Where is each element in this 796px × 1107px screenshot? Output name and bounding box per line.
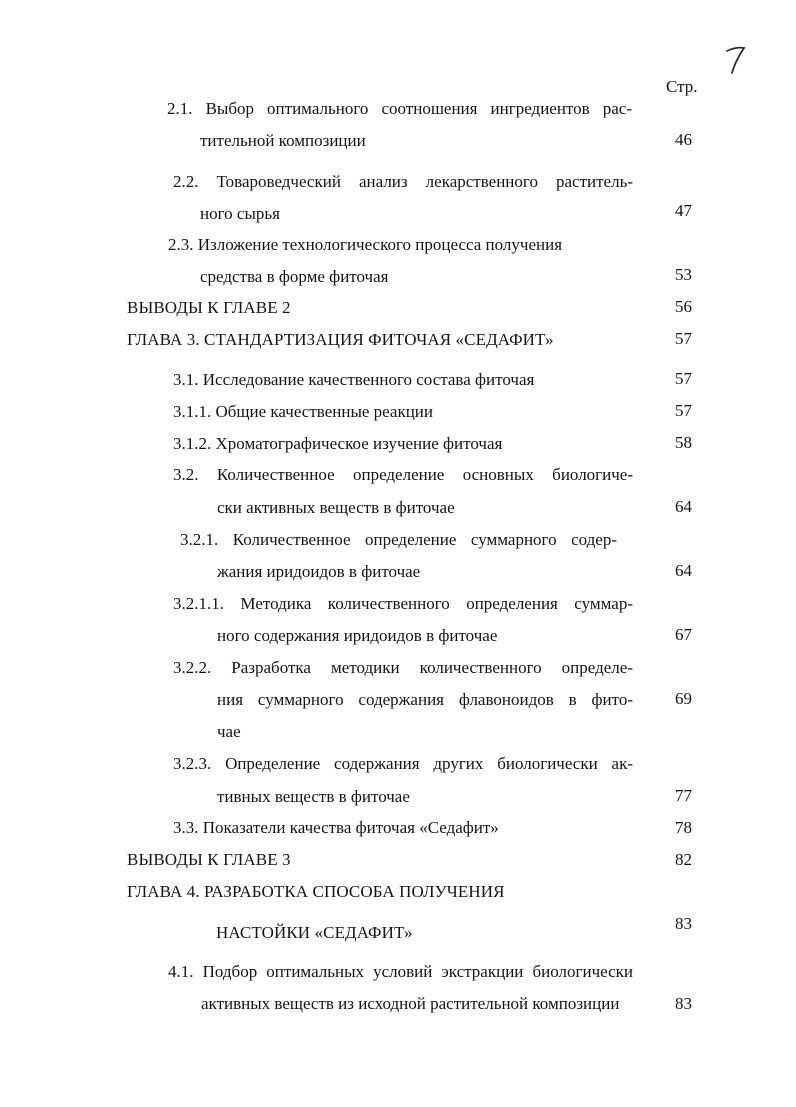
- toc-entry-line: 3.2.3. Определение содержания других биологически ак-: [173, 754, 633, 773]
- toc-entry-line: ГЛАВА 3. СТАНДАРТИЗАЦИЯ ФИТОЧАЯ «СЕДАФИТ»: [127, 330, 554, 349]
- toc-page-number: 57: [675, 369, 692, 388]
- toc-entry-line: 3.2.1.1. Методика количественного определения суммар-: [173, 594, 633, 613]
- toc-entry-line: 2.2. Товароведческий анализ лекарственного раститель-: [173, 172, 633, 191]
- page-column-header: Стр.: [666, 77, 698, 96]
- toc-entry-line: ВЫВОДЫ К ГЛАВЕ 2: [127, 298, 291, 317]
- handwritten-page-mark: [724, 45, 748, 80]
- toc-page-number: 69: [675, 689, 692, 708]
- toc-page-number: 53: [675, 265, 692, 284]
- toc-entry-line: жания иридоидов в фиточае: [217, 562, 421, 581]
- toc-page-number: 58: [675, 433, 692, 452]
- toc-page-number: 57: [675, 401, 692, 420]
- toc-entry-line: тительной композиции: [200, 131, 366, 150]
- toc-page-number: 64: [675, 497, 692, 516]
- handwritten-seven-glyph: [724, 45, 748, 75]
- toc-entry-line: ного содержания иридоидов в фиточае: [217, 626, 498, 645]
- toc-entry-line: 2.3. Изложение технологического процесса получения: [168, 235, 563, 254]
- toc-entry-line: 3.1. Исследование качественного состава фиточая: [173, 370, 535, 389]
- toc-entry-line: ного сырья: [200, 204, 280, 223]
- toc-entry-line: НАСТОЙКИ «СЕДАФИТ»: [216, 923, 413, 942]
- toc-entry-line: 2.1. Выбор оптимального соотношения ингредиентов рас-: [167, 99, 632, 118]
- toc-page-number: 83: [675, 994, 692, 1013]
- toc-page-number: 57: [675, 329, 692, 348]
- toc-entry-line: ВЫВОДЫ К ГЛАВЕ 3: [127, 850, 291, 869]
- toc-page-number: 82: [675, 850, 692, 869]
- toc-entry-line: тивных веществ в фиточае: [217, 787, 410, 806]
- toc-page-number: 83: [675, 914, 692, 933]
- toc-page-number: 77: [675, 786, 692, 805]
- toc-entry-line: средства в форме фиточая: [200, 267, 389, 286]
- toc-page-number: 46: [675, 130, 692, 149]
- toc-entry-line: активных веществ из исходной растительной композиции: [201, 994, 620, 1013]
- toc-entry-line: 3.2. Количественное определение основных биологиче-: [173, 465, 633, 484]
- toc-entry-line: 3.2.2. Разработка методики количественного определе-: [173, 658, 633, 677]
- toc-entry-line: 3.3. Показатели качества фиточая «Седафит»: [173, 818, 499, 837]
- toc-entry-line: ГЛАВА 4. РАЗРАБОТКА СПОСОБА ПОЛУЧЕНИЯ: [127, 882, 505, 901]
- toc-entry-line: ния суммарного содержания флавоноидов в фито-: [217, 690, 633, 709]
- toc-entry-line: 3.1.2. Хроматографическое изучение фиточая: [173, 434, 503, 453]
- toc-entry-line: чае: [217, 722, 241, 741]
- toc-entry-line: 3.2.1. Количественное определение суммарного содер-: [180, 530, 617, 549]
- toc-page-number: 64: [675, 561, 692, 580]
- toc-entry-line: 4.1. Подбор оптимальных условий экстракции биологически: [168, 962, 633, 981]
- toc-page-number: 56: [675, 297, 692, 316]
- toc-entry-line: ски активных веществ в фиточае: [217, 498, 455, 517]
- toc-page-number: 47: [675, 201, 692, 220]
- toc-page-number: 78: [675, 818, 692, 837]
- toc-entry-line: 3.1.1. Общие качественные реакции: [173, 402, 434, 421]
- toc-page-number: 67: [675, 625, 692, 644]
